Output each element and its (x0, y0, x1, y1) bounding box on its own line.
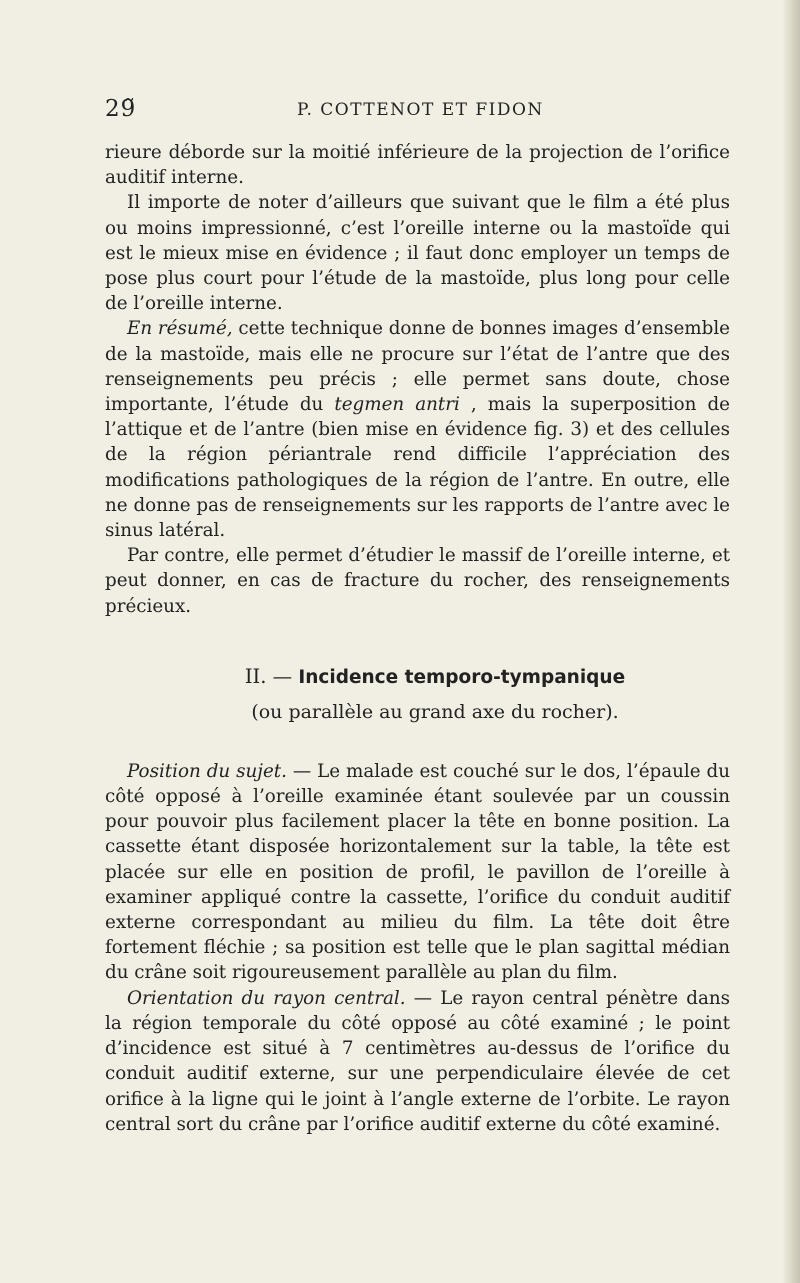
section-heading (105, 664, 730, 690)
spacer (105, 690, 730, 700)
orientation-lead: Orientation du rayon central. (127, 987, 406, 1009)
page-edge-shadow (782, 0, 800, 1283)
page-header (105, 96, 735, 126)
spacer (105, 725, 730, 759)
section-subtitle: (ou parallèle au grand axe du rocher). (251, 700, 619, 723)
summary-term: tegmen antri (334, 394, 460, 416)
page-number: 29̃ (105, 96, 137, 122)
paragraph-continuation: rieure déborde sur la moitié inférieure de la projection de l’orifice auditif interne. (105, 142, 730, 189)
paragraph-exposure-note: Il importe de noter d’ailleurs que suivant que le film a été plus ou moins impressionné, c’est l’oreille interne ou la mastoïde qui est le mieux mise en évidence ; il faut donc employer un temps de pose plus court pour l’étude de la mastoïde, plus long pour celle de l’oreille interne. (105, 192, 730, 315)
orientation-text: — Le rayon central pénètre dans la région temporale du côté opposé au côté examiné ; le point d’incidence est situé à 7 centimètres au-dessus de l’orifice du conduit auditif externe, sur une perpendiculaire élevée de cet orifice à la ligne qui le joint à l’angle externe de l’orbite. Le rayon central sort du crâne par l’orifice auditif externe du côté examiné. (105, 987, 730, 1135)
spacer (105, 619, 730, 664)
running-title: P. COTTENOT ET FIDON (297, 100, 544, 120)
section-title: Incidence temporo-tympanique (298, 666, 626, 688)
paragraph-position (105, 759, 730, 986)
position-text: — Le malade est couché sur le dos, l’épaule du côté opposé à l’oreille examinée étant soulevée par un coussin pour pouvoir plus facilement placer la tête en bonne position. La cassette étant disposée horizontalement sur la table, la tête est placée sur elle en position de profil, le pavillon de l’oreille à examiner appliqué contre la cassette, l’orifice du conduit auditif externe correspondant au milieu du film. La tête doit être fortement fléchie ; sa position est telle que le plan sagittal médian du crâne soit rigoureusement parallèle au plan du film. (105, 760, 730, 984)
summary-text-a: cette technique donne de bonnes images d’ensemble de la mastoïde, mais elle ne procure sur l’état de l’antre que des renseignements peu précis ; elle permet sans doute, chose importante, l’étude du (105, 318, 730, 416)
body-text (105, 140, 730, 1137)
position-lead: Position du sujet. (127, 760, 287, 782)
paragraph-summary (105, 316, 730, 543)
summary-lead: En résumé, (127, 318, 233, 340)
section-number: II. — (244, 664, 299, 688)
paragraph-contrast: Par contre, elle permet d’étudier le massif de l’oreille interne, et peut donner, en cas de fracture du rocher, des renseignements précieux. (105, 545, 730, 617)
paragraph-orientation (105, 986, 730, 1137)
summary-text-b: , mais la superposition de l’attique et de l’antre (bien mise en évidence fig. 3) et des cellules de la région périantrale rend difficile l’appréciation des modifications pathologiques de la région de l’antre. En outre, elle ne donne pas de renseignements sur les rapports de l’antre avec le sinus latéral. (105, 394, 730, 542)
